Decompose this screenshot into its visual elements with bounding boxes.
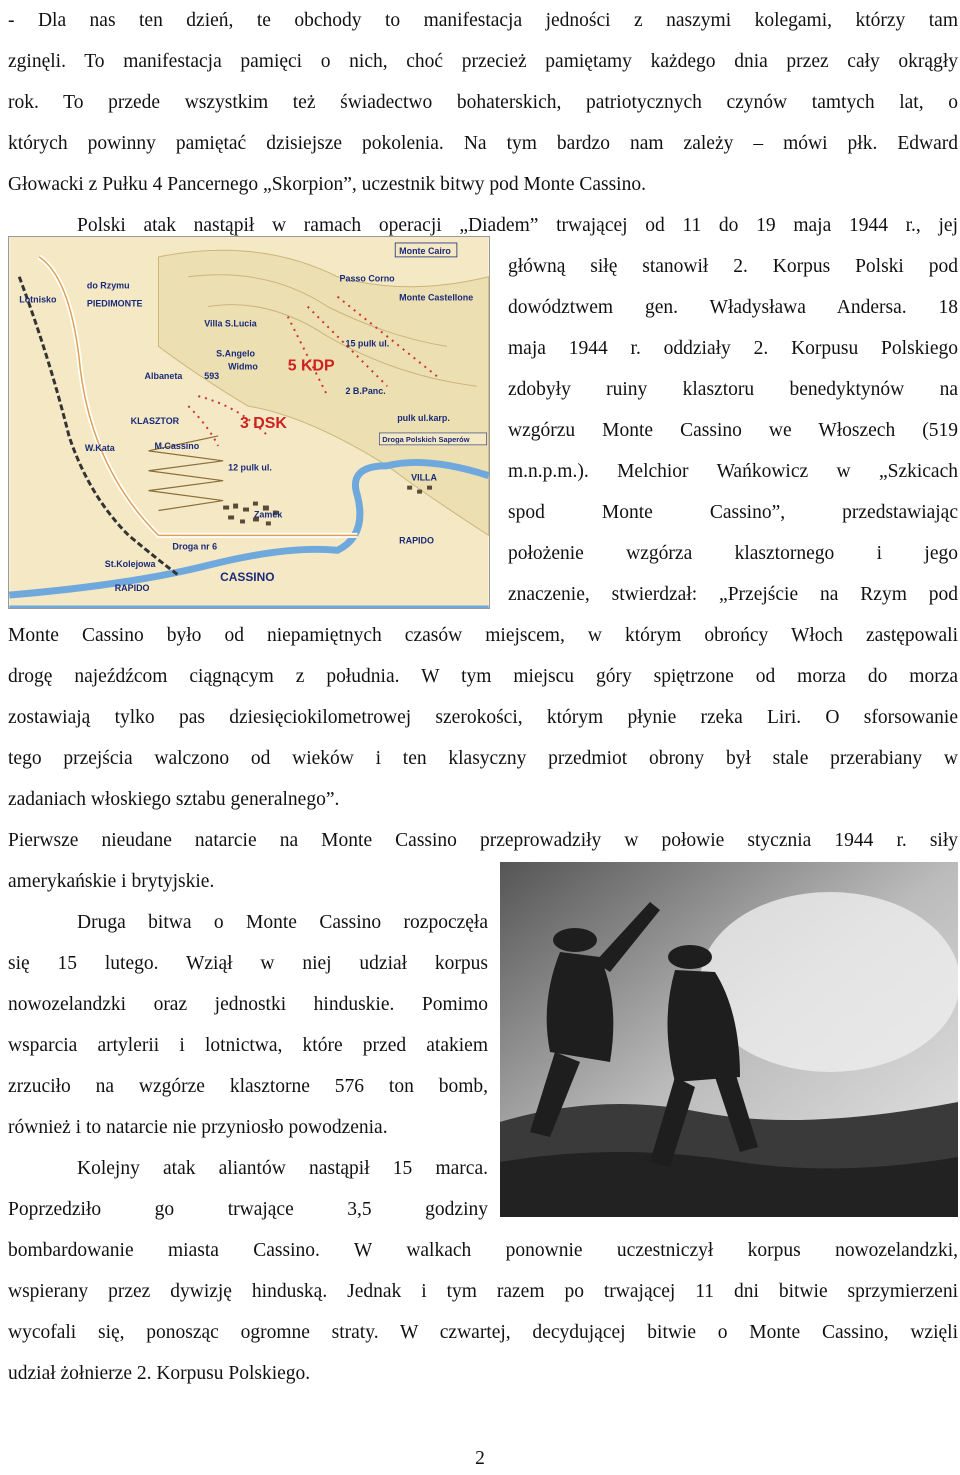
text-line: m.n.p.m.). Melchior Wańkowicz w „Szkicach [508,461,958,482]
map-label: 3 DSK [240,414,287,432]
text-line: dowództwem gen. Władysława Andersa. 18 [508,297,958,318]
text-line: znaczenie, stwierdzał: „Przejście na Rzym pod [508,584,958,605]
text-line: Głowacki z Pułku 4 Pancernego „Skorpion”, uczestnik bitwy pod Monte Cassino. [8,174,646,195]
map-label: St.Kolejowa [104,559,156,570]
text-line: główną siłę stanowił 2. Korpus Polski pod [508,256,958,277]
text-line: maja 1944 r. oddziały 2. Korpusu Polskiego [508,338,958,359]
map-label: KLASZTOR [130,415,180,426]
map-label: Monte Castellone [399,292,474,303]
map-label: Passo Corno [339,273,395,284]
map-label: Albaneta [144,371,183,382]
text-line: Kolejny atak aliantów nastąpił 15 marca. [77,1158,488,1179]
map-label: 2 B.Panc. [345,386,386,397]
text-line: amerykańskie i brytyjskie. [8,871,215,892]
map-label: Lotnisko [19,294,57,305]
text-line: udział żołnierze 2. Korpusu Polskiego. [8,1363,311,1384]
page-number: 2 [475,1448,485,1469]
map-label: Widmo [228,361,258,372]
text-line: drogę najeźdźcom ciągnącym z południa. W tym miejscu góry spiętrzone od morza do morza [8,666,958,687]
map-label: pulk ul.karp. [397,413,450,424]
battle-photo [500,862,958,1217]
text-line: nowozelandzki oraz jednostki hinduskie. Pomimo [8,994,488,1015]
text-line: bombardowanie miasta Cassino. W walkach ponownie uczestniczył korpus nowozelandzki, [8,1240,958,1261]
text-line: zdobyły ruiny klasztoru benedyktynów na [508,379,958,400]
text-line: których powinny pamiętać dzisiejsze pokolenia. Na tym bardzo nam zależy – mówi płk. Edward [8,133,958,154]
map-label: Droga nr 6 [172,541,218,552]
text-line: Monte Cassino było od niepamiętnych czasów miejscem, w którym obrońcy Włoch zastępowali [8,625,958,646]
text-line: - Dla nas ten dzień, te obchody to manifestacja jedności z naszymi kolegami, którzy tam [8,10,958,31]
map-label: 12 pulk ul. [228,462,272,473]
map-label: 15 pulk ul. [345,338,390,349]
map-label: VILLA [411,472,437,483]
map-label: Monte Cairo [399,245,451,256]
text-line: zadaniach włoskiego sztabu generalnego”. [8,789,340,810]
text-line: położenie wzgórza klasztornego i jego [508,543,958,564]
text-line: wsparcia artylerii i lotnictwa, które przed atakiem [8,1035,488,1056]
text-line: zrzuciło na wzgórze klasztorne 576 ton bomb, [8,1076,488,1097]
map-label: Zamek [253,509,283,520]
text-line: zginęli. To manifestacja pamięci o nich, choć przecież pamiętamy każdego dnia przez cały okrągły [8,51,958,72]
text-line: tego przejścia walczono od wieków i ten klasyczny przedmiot obrony był stale przerabiany w [8,748,958,769]
map-label: M.Cassino [154,440,200,451]
map-label: RAPIDO [114,583,150,594]
map-label: W.Kata [84,442,115,453]
text-line: Druga bitwa o Monte Cassino rozpoczęła [77,912,488,933]
battle-map [8,236,490,609]
text-line: rok. To przede wszystkim też świadectwo bohaterskich, patriotycznych czynów tamtych lat, o [8,92,958,113]
text-line: wycofali się, ponosząc ogromne straty. W czwartej, decydującej bitwie o Monte Cassino, wzięli [8,1322,958,1343]
map-label: S.Angelo [216,348,255,359]
map-label: Villa S.Lucia [204,318,257,329]
text-line: zostawiają tylko pas dziesięciokilometrowej szerokości, którym płynie rzeka Liri. O sforsowanie [8,707,958,728]
text-line: Polski atak nastąpił w ramach operacji „Diadem” trwającej od 11 do 19 maja 1944 r., jej [77,215,958,236]
map-label: RAPIDO [399,535,434,546]
map-label: do Rzymu [86,280,130,291]
text-line: Poprzedziło go trwające 3,5 godziny [8,1199,488,1220]
text-line: również i to natarcie nie przyniosło powodzenia. [8,1117,388,1138]
map-label: 593 [204,371,220,382]
map-label: PIEDIMONTE [86,298,143,309]
text-line: Pierwsze nieudane natarcie na Monte Cassino przeprowadziły w połowie stycznia 1944 r. siły [8,830,958,851]
text-line: wzgórzu Monte Cassino we Włoszech (519 [508,420,958,441]
text-line: wspierany przez dywizję hinduską. Jednak i tym razem po trwającej 11 dni bitwie sprzymierzeni [8,1281,958,1302]
text-line: spod Monte Cassino”, przedstawiając [508,502,958,523]
map-label: 5 KDP [287,357,335,375]
text-line: się 15 lutego. Wziął w niej udział korpus [8,953,488,974]
map-label: CASSINO [220,570,275,585]
map-label: Droga Polskich Saperów [382,434,470,444]
